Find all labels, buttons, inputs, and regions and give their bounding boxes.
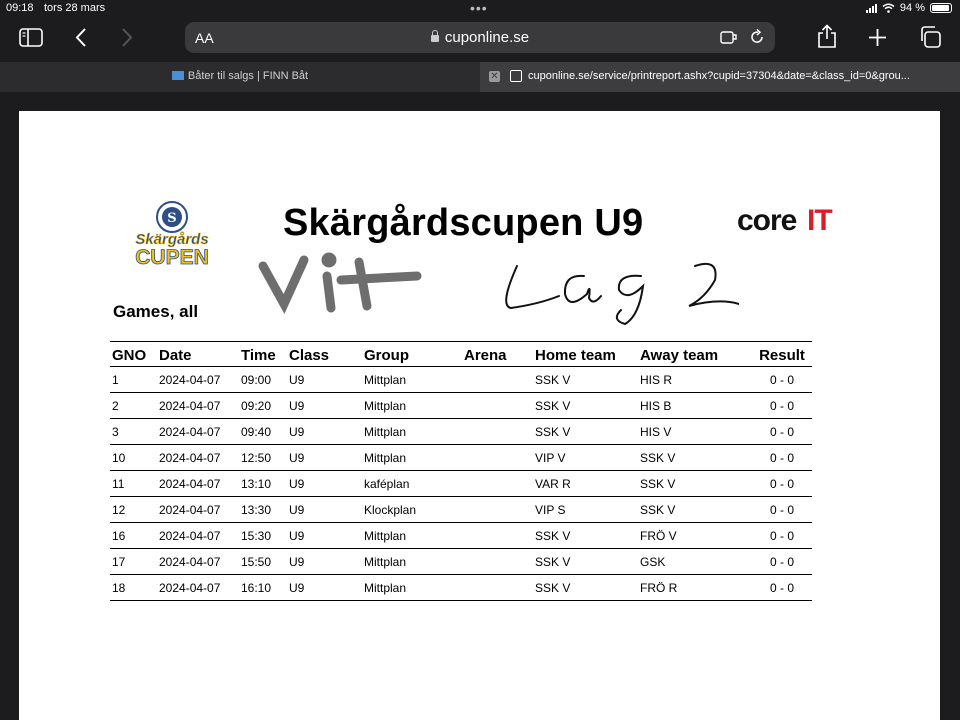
tabs-overview-icon[interactable] (919, 26, 941, 48)
table-header-row (110, 342, 812, 367)
cell-gno: 18 (110, 575, 157, 601)
table-row (110, 471, 812, 497)
cell-away-team: GSK (638, 549, 752, 575)
cell-gno: 2 (110, 393, 157, 419)
cell-away-team: FRÖ V (638, 523, 752, 549)
forward-chevron-icon[interactable] (121, 28, 133, 47)
cell-gno: 10 (110, 445, 157, 471)
back-chevron-icon[interactable] (75, 28, 87, 47)
col-home-team: Home team (533, 342, 638, 367)
tab-cuponline[interactable] (480, 62, 960, 92)
cell-time: 09:00 (239, 367, 287, 393)
cell-date: 2024-04-07 (157, 523, 239, 549)
cell-time: 16:10 (239, 575, 287, 601)
battery-icon (930, 3, 952, 13)
tab-title: cuponline.se/service/printreport.ashx?cupid=37304&date=&class_id=0&grou... (528, 70, 910, 82)
coreit-logo (737, 204, 857, 236)
cell-result: 0 - 0 (752, 497, 812, 523)
status-date: tors 28 mars (44, 2, 106, 14)
url-display[interactable] (185, 29, 775, 46)
share-icon[interactable] (817, 24, 837, 48)
table-row (110, 523, 812, 549)
cell-group: Mittplan (362, 367, 462, 393)
cell-class: U9 (287, 367, 362, 393)
cell-group: Mittplan (362, 445, 462, 471)
cell-home-team: SSK V (533, 419, 638, 445)
table-row (110, 549, 812, 575)
cell-away-team: HIS R (638, 367, 752, 393)
cell-time: 13:30 (239, 497, 287, 523)
reload-icon[interactable] (749, 29, 765, 45)
report-title: Skärgårdscupen U9 (283, 202, 644, 244)
cell-gno: 1 (110, 367, 157, 393)
table-row (110, 497, 812, 523)
cell-class: U9 (287, 549, 362, 575)
cell-result: 0 - 0 (752, 445, 812, 471)
handwritten-annotation (249, 246, 739, 326)
cellular-signal-icon (866, 4, 877, 13)
report-page (19, 111, 940, 720)
cuponline-favicon-icon (510, 70, 522, 82)
cell-gno: 16 (110, 523, 157, 549)
tab-finn-bat[interactable] (0, 62, 480, 92)
cell-result: 0 - 0 (752, 523, 812, 549)
cell-arena (462, 523, 533, 549)
cell-time: 09:40 (239, 419, 287, 445)
cell-result: 0 - 0 (752, 367, 812, 393)
cell-time: 15:30 (239, 523, 287, 549)
wifi-icon (882, 3, 895, 13)
extension-icon[interactable] (720, 29, 737, 45)
cell-group: Mittplan (362, 575, 462, 601)
cell-class: U9 (287, 497, 362, 523)
battery-percent: 94 % (899, 2, 925, 14)
multitask-dots-icon[interactable]: ••• (470, 0, 488, 16)
finn-favicon-icon (172, 71, 184, 80)
cell-group: Mittplan (362, 419, 462, 445)
col-gno: GNO (110, 342, 157, 367)
games-table (110, 341, 812, 601)
cell-arena (462, 419, 533, 445)
cell-class: U9 (287, 523, 362, 549)
cell-arena (462, 549, 533, 575)
cell-arena (462, 393, 533, 419)
cell-class: U9 (287, 575, 362, 601)
col-result: Result (752, 342, 812, 367)
col-class: Class (287, 342, 362, 367)
cell-group: Mittplan (362, 523, 462, 549)
cell-time: 13:10 (239, 471, 287, 497)
cell-group: kaféplan (362, 471, 462, 497)
cell-home-team: VIP S (533, 497, 638, 523)
lock-icon (431, 35, 439, 42)
games-table-body (110, 367, 812, 601)
url-host: cuponline.se (444, 29, 530, 46)
close-tab-icon[interactable]: ✕ (490, 71, 499, 82)
cell-class: U9 (287, 471, 362, 497)
svg-text:CUPEN: CUPEN (135, 246, 209, 269)
table-row (110, 419, 812, 445)
cell-class: U9 (287, 419, 362, 445)
cell-gno: 3 (110, 419, 157, 445)
cell-date: 2024-04-07 (157, 445, 239, 471)
games-subtitle: Games, all (113, 302, 199, 321)
svg-text:S: S (167, 211, 177, 226)
cell-date: 2024-04-07 (157, 497, 239, 523)
col-group: Group (362, 342, 462, 367)
cell-date: 2024-04-07 (157, 575, 239, 601)
cell-gno: 11 (110, 471, 157, 497)
cell-away-team: SSK V (638, 445, 752, 471)
cell-away-team: SSK V (638, 471, 752, 497)
cell-gno: 17 (110, 549, 157, 575)
sidebar-icon[interactable] (19, 28, 43, 47)
cell-home-team: VAR R (533, 471, 638, 497)
cell-away-team: SSK V (638, 497, 752, 523)
table-row (110, 367, 812, 393)
svg-text:Skärgårds: Skärgårds (135, 231, 209, 248)
reader-format-button[interactable]: AA (195, 30, 214, 46)
cell-result: 0 - 0 (752, 419, 812, 445)
cell-home-team: SSK V (533, 523, 638, 549)
status-bar (0, 0, 960, 18)
cell-time: 15:50 (239, 549, 287, 575)
cell-home-team: SSK V (533, 367, 638, 393)
cell-result: 0 - 0 (752, 393, 812, 419)
tab-bar (0, 62, 960, 92)
cell-arena (462, 445, 533, 471)
cell-home-team: SSK V (533, 549, 638, 575)
cell-arena (462, 497, 533, 523)
cell-result: 0 - 0 (752, 471, 812, 497)
cell-arena (462, 575, 533, 601)
table-row (110, 393, 812, 419)
skargardscupen-logo (127, 199, 223, 271)
cell-date: 2024-04-07 (157, 549, 239, 575)
cell-time: 12:50 (239, 445, 287, 471)
cell-class: U9 (287, 445, 362, 471)
cell-away-team: HIS V (638, 419, 752, 445)
cell-time: 09:20 (239, 393, 287, 419)
col-time: Time (239, 342, 287, 367)
svg-text:IT: IT (807, 204, 832, 236)
cell-date: 2024-04-07 (157, 471, 239, 497)
address-bar[interactable] (185, 22, 775, 53)
cell-arena (462, 367, 533, 393)
cell-home-team: VIP V (533, 445, 638, 471)
table-row (110, 445, 812, 471)
col-arena: Arena (462, 342, 533, 367)
tab-title: Båter til salgs | FINN Båt (187, 70, 309, 82)
cell-group: Klockplan (362, 497, 462, 523)
cell-class: U9 (287, 393, 362, 419)
col-away-team: Away team (638, 342, 752, 367)
cell-away-team: FRÖ R (638, 575, 752, 601)
cell-group: Mittplan (362, 549, 462, 575)
svg-text:core: core (737, 204, 797, 236)
cell-home-team: SSK V (533, 575, 638, 601)
cell-arena (462, 471, 533, 497)
cell-date: 2024-04-07 (157, 419, 239, 445)
status-time: 09:18 (6, 2, 34, 14)
cell-date: 2024-04-07 (157, 393, 239, 419)
cell-home-team: SSK V (533, 393, 638, 419)
cell-away-team: HIS B (638, 393, 752, 419)
cell-group: Mittplan (362, 393, 462, 419)
cell-result: 0 - 0 (752, 549, 812, 575)
status-indicators (866, 2, 952, 14)
cell-gno: 12 (110, 497, 157, 523)
new-tab-plus-icon[interactable] (868, 28, 887, 47)
table-row (110, 575, 812, 601)
cell-result: 0 - 0 (752, 575, 812, 601)
cell-date: 2024-04-07 (157, 367, 239, 393)
col-date: Date (157, 342, 239, 367)
